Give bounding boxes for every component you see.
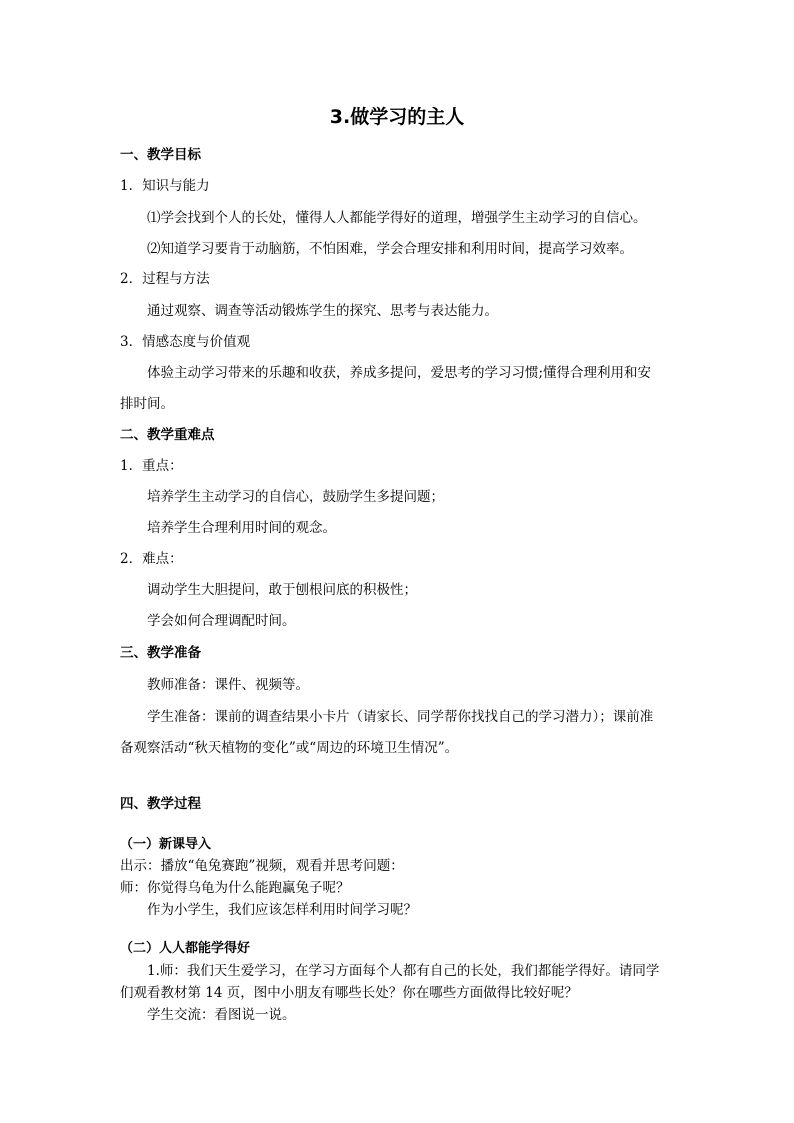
section-1-item-3b: 排时间。 xyxy=(120,396,174,412)
section-3-line-1: 教师准备：课件、视频等。 xyxy=(147,677,309,693)
section-1-item-3a: 体验主动学习带来的乐趣和收获，养成多提问，爱思考的学习习惯;懂得合理利用和安 xyxy=(147,365,652,381)
section-4-part-2-line-1: 1.师：我们天生爱学习，在学习方面每个人都有自己的长处，我们都能学得好。请同学 xyxy=(147,963,660,979)
section-3-line-2: 学生准备：课前的调查结果小卡片（请家长、同学帮你找找自己的学习潜力）；课前准 xyxy=(147,709,654,725)
section-4-part-1-line-3: 作为小学生，我们应该怎样利用时间学习呢？ xyxy=(147,902,417,918)
section-2-heading: 二、教学重难点 xyxy=(120,427,215,443)
section-2-item-1a: 培养学生主动学习的自信心，鼓励学生多提问题； xyxy=(147,489,444,505)
section-1-item-2a: 通过观察、调查等活动锻炼学生的探究、思考与表达能力。 xyxy=(147,303,498,319)
section-4-heading: 四、教学过程 xyxy=(120,796,201,812)
section-1-item-1b: ⑵知道学习要肯于动脑筋，不怕困难，学会合理安排和利用时间，提高学习效率。 xyxy=(147,241,633,257)
section-2-item-1b: 培养学生合理利用时间的观念。 xyxy=(147,520,336,536)
section-2-item-2b: 学会如何合理调配时间。 xyxy=(147,613,296,629)
section-4-part-1-line-2: 师：你觉得乌龟为什么能跑赢兔子呢？ xyxy=(120,880,350,896)
section-4-part-2-heading: （二）人人都能学得好 xyxy=(120,941,251,956)
section-2-item-2a: 调动学生大胆提问，敢于刨根问底的积极性； xyxy=(147,582,417,598)
section-4-part-1-line-1: 出示：播放“龟兔赛跑”视频，观看并思考问题： xyxy=(120,858,404,874)
section-1-heading: 一、教学目标 xyxy=(120,147,201,163)
section-3-line-3: 备观察活动“秋天植物的变化”或“周边的环境卫生情况”。 xyxy=(120,740,459,756)
section-1-item-1a: ⑴学会找到个人的长处，懂得人人都能学得好的道理，增强学生主动学习的自信心。 xyxy=(147,210,647,226)
section-3-heading: 三、教学准备 xyxy=(120,645,201,661)
section-1-item-2: 2．过程与方法 xyxy=(120,271,210,287)
section-2-item-2: 2．难点： xyxy=(120,551,183,567)
section-4-part-2-line-2: 们观看教材第 14 页，图中小朋友有哪些长处？你在哪些方面做得比较好呢？ xyxy=(120,985,578,1001)
section-4-part-1-heading: （一）新课导入 xyxy=(120,837,212,852)
section-1-item-3: 3．情感态度与价值观 xyxy=(120,334,251,350)
section-1-item-1: 1．知识与能力 xyxy=(120,178,210,194)
section-2-item-1: 1．重点： xyxy=(120,458,183,474)
section-4-part-2-line-3: 学生交流：看图说一说。 xyxy=(147,1007,296,1023)
document-title: 3.做学习的主人 xyxy=(329,106,465,128)
